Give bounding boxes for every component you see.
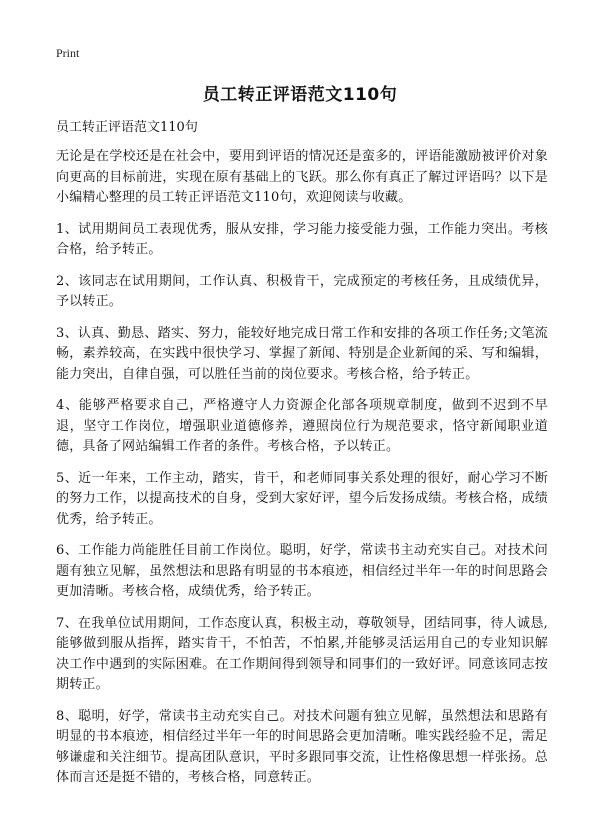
print-link[interactable]: Print bbox=[56, 46, 80, 60]
list-item: 2、该同志在试用期间，工作认真、积极肯干，完成预定的考核任务，且成绩优异，予以转正。 bbox=[56, 273, 548, 309]
list-item: 3、认真、勤恳、踏实、努力，能较好地完成日常工作和安排的各项工作任务;文笔流畅，素养较高，在实践中很快学习、掌握了新闻、特别是企业新闻的采、写和编辑，能力突出，自律自强，可以胜任当前的岗位要求。考核合格，给予转正。 bbox=[56, 325, 548, 382]
list-item: 7、在我单位试用期间，工作态度认真，积极主动，尊敬领导，团结同事，待人诚恳,能够做到服从指挥，踏实肯干，不怕苦，不怕累,并能够灵活运用自己的专业知识解决工作中遇到的实际困难。在工作期间得到领导和同事们的一致好评。同意该同志按期转正。 bbox=[56, 615, 548, 692]
list-item: 6、工作能力尚能胜任目前工作岗位。聪明，好学，常读书主动充实自己。对技术问题有独立见解，虽然想法和思路有明显的书本痕迹，相信经过半年一年的时间思路会更加清晰。考核合格，成绩优秀，给予转正。 bbox=[56, 543, 548, 599]
intro-paragraph: 无论是在学校还是在社会中，要用到评语的情况还是蛮多的，评语能激励被评价对象向更高的目标前进，实现在原有基础上的飞跃。那么你有真正了解过评语吗？以下是小编精心整理的员工转正评语范文110句，欢迎阅读与收藏。 bbox=[56, 149, 548, 205]
article-body bbox=[56, 118, 548, 800]
list-item: 4、能够严格要求自己，严格遵守人力资源企化部各项规章制度，做到不迟到不早退，坚守工作岗位，增强职业道德修养，遵照岗位行为规范要求，恪守新闻职业道德，具备了网站编辑工作者的条件。考核合格，予以转正。 bbox=[56, 398, 548, 454]
list-item: 1、试用期间员工表现优秀，服从安排，学习能力接受能力强，工作能力突出。考核合格，给予转正。 bbox=[56, 221, 548, 257]
list-item: 8、聪明，好学，常读书主动充实自己。对技术问题有独立见解，虽然想法和思路有明显的书本痕迹，相信经过半年一年的时间思路会更加清晰。唯实践经验不足，需足够谦虚和关注细节。提高团队意识，平时多跟同事交流，让性格像思想一样张扬。总体而言还是挺不错的，考核合格，同意转正。 bbox=[56, 708, 548, 785]
page-title: 员工转正评语范文110句 bbox=[202, 85, 398, 105]
article-subtitle: 员工转正评语范文110句 bbox=[56, 120, 198, 135]
list-item: 5、近一年来，工作主动，踏实，肯干，和老师同事关系处理的很好，耐心学习不断的努力工作，以提高技术的自身，受到大家好评，望今后发扬成绩。考核合格，成绩优秀，给予转正。 bbox=[56, 470, 548, 527]
